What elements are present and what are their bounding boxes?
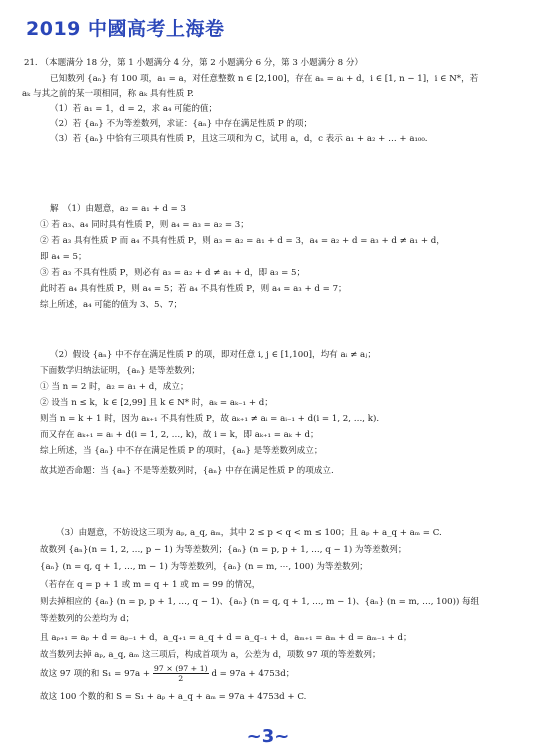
question-part-3: （3）若 {aₙ} 中恰有三项具有性质 P，且这三项和为 C，试用 a，d，c 表示 a₁ + a₂ + … + a₁₀₀. — [50, 134, 428, 144]
solution-3-line: {aₙ} (n = q, q + 1, …, m − 1) 为等差数列，{aₙ} (n = m, ⋯, 100) 为等差数列； — [40, 562, 368, 572]
solution-2-line: 故其逆否命题：当 {aₙ} 不是等差数列时，{aₙ} 中存在满足性质 P 的项成立. — [40, 466, 334, 476]
solution-1-line: ② 若 a₃ 具有性质 P 而 a₄ 不具有性质 P，则 a₃ = a₂ = a₁ + d = 3，a₄ = a₂ + d = a₃ + d ≠ a₁ + d， — [40, 236, 445, 246]
question-number: 21. — [24, 58, 38, 68]
solution-3-sum-line — [40, 664, 516, 683]
question-stem-1: 已知数列 {aₙ} 有 100 项，a₁ = a，对任意整数 n ∈ [2,100]，存在 aₙ = aᵢ + d，i ∈ [1, n − 1]，i ∈ N*，若 — [50, 74, 479, 84]
question-points: （本题满分 18 分，第 1 小题满分 4 分，第 2 小题满分 6 分，第 3 小题满分 8 分） — [40, 58, 364, 68]
question-part-1: （1）若 a₁ = 1，d = 2，求 a₄ 可能的值； — [50, 104, 218, 114]
sum-fraction — [153, 664, 209, 683]
solution-3-final-line: 故这 100 个数的和 S = S₁ + aₚ + a_q + aₘ = 97a + 4753d + C. — [40, 692, 307, 702]
sum-suffix: d = 97a + 4753d； — [211, 669, 295, 679]
question-part-2: （2）若 {aₙ} 不为等差数列，求证：{aₙ} 中存在满足性质 P 的项； — [50, 119, 313, 129]
solution-3-line: 等差数列的公差均为 d； — [40, 614, 135, 624]
question-header — [24, 58, 516, 69]
solution-2-line: ① 当 n = 2 时，a₂ = a₁ + d，成立； — [40, 382, 189, 392]
page-number: ~3~ — [246, 726, 290, 747]
solution-1-line: 综上所述，a₄ 可能的值为 3、5、7； — [40, 300, 183, 310]
solution-2-line: 下面数学归纳法证明，{aₙ} 是等差数列； — [40, 366, 201, 376]
solution-3-line: 且 aₚ₊₁ = aₚ + d = aₚ₋₁ + d，a_q₊₁ = a_q + d = a_q₋₁ + d，aₘ₊₁ = aₘ + d = aₘ₋₁ + d； — [40, 633, 412, 643]
solution-3-line: 故当数列去掉 aₚ, a_q, aₘ 这三项后，构成首项为 a，公差为 d，项数 97 项的等差数列； — [40, 650, 381, 660]
question-stem-2: aₖ 与其之前的某一项相同，称 aₖ 具有性质 P. — [22, 89, 194, 99]
solution-2-line: ② 设当 n ≤ k，k ∈ [2,99] 且 k ∈ N* 时，aₖ = aₖ₋₁ + d； — [40, 398, 273, 408]
fraction-numerator: 97 × (97 + 1) — [153, 664, 208, 673]
solution-2-line: 则当 n = k + 1 时，因为 aₖ₊₁ 不具有性质 P，故 aₖ₊₁ ≠ aᵢ = aᵢ₋₁ + d(i = 1, 2, …, k). — [40, 414, 380, 424]
solution-3-line: 则去掉相应的 {aₙ} (n = p, p + 1, …, q − 1)、{aₙ} (n = q, q + 1, …, m − 1)、{aₙ} (n = m, …, 100)) 每组 — [40, 597, 480, 607]
solution-1-line: ① 若 a₃、a₄ 同时具有性质 P，则 a₄ = a₃ = a₂ = 3； — [40, 220, 249, 230]
solution-1-line: 解 （1）由题意，a₂ = a₁ + d = 3 — [50, 204, 187, 214]
sum-prefix: 故这 97 项的和 S₁ = 97a + — [40, 669, 151, 679]
page-header-title: 2019 中國高考上海卷 — [26, 18, 225, 40]
solution-2-line: 而又存在 aₖ₊₁ = aᵢ + d(i = 1, 2, …, k)，故 i = k，即 aₖ₊₁ = aₖ + d； — [40, 430, 319, 440]
solution-1-line: 即 a₄ = 5； — [40, 252, 87, 262]
solution-3-line: （若存在 q = p + 1 或 m = q + 1 或 m = 99 的情况， — [40, 580, 261, 590]
fraction-denominator: 2 — [178, 674, 184, 683]
solution-2-line: 综上所述，当 {aₙ} 中不存在满足性质 P 的项时，{aₙ} 是等差数列成立； — [40, 446, 323, 456]
solution-3-line: 故数列 {aₙ}(n = 1, 2, …, p − 1) 为等差数列；{aₙ} (n = p, p + 1, …, q − 1) 为等差数列； — [40, 545, 407, 555]
solution-1-line: 此时若 a₄ 具有性质 P，则 a₄ = 5；若 a₄ 不具有性质 P，则 a₄ = a₃ + d = 7； — [40, 284, 347, 294]
solution-2-line: （2）假设 {aₙ} 中不存在满足性质 P 的项，即对任意 i, j ∈ [1,100]，均有 aᵢ ≠ aⱼ； — [50, 350, 376, 360]
solution-3-line: （3）由题意，不妨设这三项为 aₚ, a_q, aₘ，其中 2 ≤ p < q < m ≤ 100；且 aₚ + a_q + aₘ = C. — [56, 528, 442, 538]
solution-1-line: ③ 若 a₃ 不具有性质 P，则必有 a₃ = a₂ + d ≠ a₁ + d，即 a₃ = 5； — [40, 268, 306, 278]
